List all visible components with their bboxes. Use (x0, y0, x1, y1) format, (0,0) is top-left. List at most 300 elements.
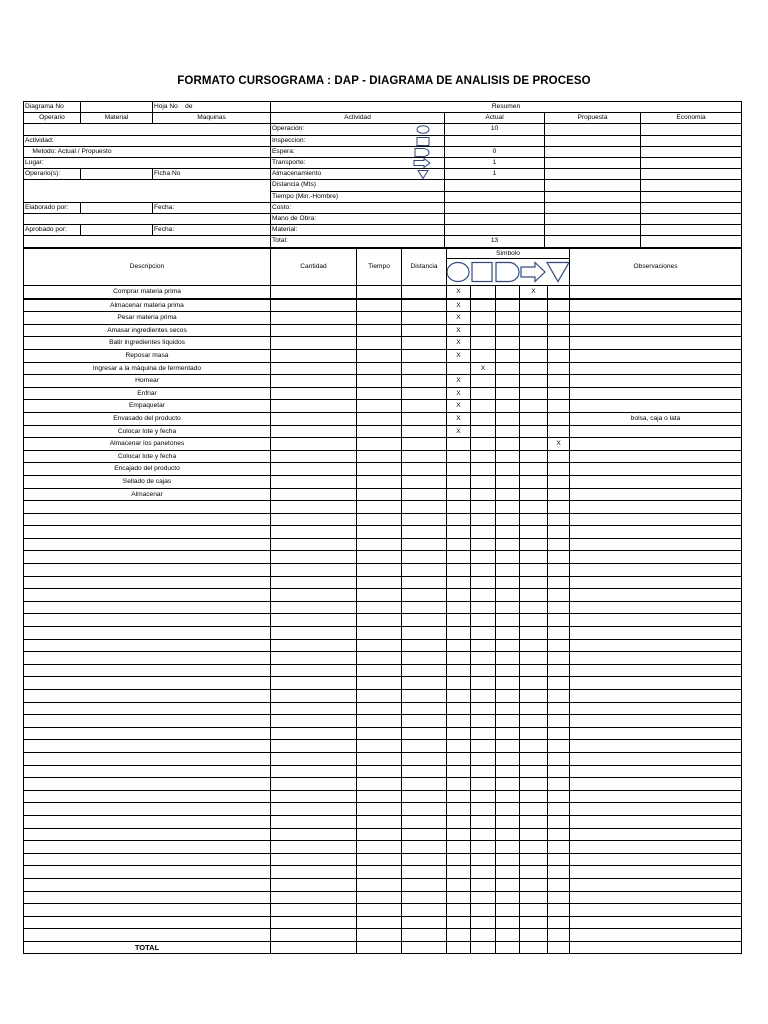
mark-almacenamiento[interactable] (548, 601, 570, 614)
mark-transporte[interactable] (520, 866, 548, 879)
mark-inspeccion[interactable] (471, 601, 496, 614)
row-observaciones[interactable] (570, 752, 742, 765)
mark-operacion[interactable] (447, 488, 471, 501)
row-cantidad[interactable] (271, 664, 357, 677)
mark-espera[interactable] (496, 488, 520, 501)
mark-transporte[interactable] (520, 324, 548, 337)
mark-espera[interactable] (496, 929, 520, 942)
elaborado-value[interactable] (81, 202, 153, 213)
row-description[interactable] (24, 627, 271, 640)
mark-transporte[interactable] (520, 463, 548, 476)
mark-espera[interactable] (496, 526, 520, 539)
row-tiempo[interactable] (357, 702, 402, 715)
row-tiempo[interactable] (357, 299, 402, 312)
mark-espera[interactable] (496, 349, 520, 362)
mark-espera[interactable] (496, 752, 520, 765)
row-observaciones[interactable] (570, 904, 742, 917)
row-tiempo[interactable] (357, 513, 402, 526)
mark-espera[interactable] (496, 576, 520, 589)
row-tiempo[interactable] (357, 501, 402, 514)
row-observaciones[interactable] (570, 551, 742, 564)
mark-transporte[interactable] (520, 362, 548, 375)
mark-inspeccion[interactable] (471, 463, 496, 476)
row-description[interactable] (24, 538, 271, 551)
row-tiempo[interactable] (357, 551, 402, 564)
mark-transporte[interactable] (520, 916, 548, 929)
row-cantidad[interactable] (271, 299, 357, 312)
mark-espera[interactable] (496, 362, 520, 375)
row-tiempo[interactable] (357, 526, 402, 539)
mark-espera[interactable] (496, 690, 520, 703)
mark-inspeccion[interactable] (471, 526, 496, 539)
mark-inspeccion[interactable] (471, 438, 496, 451)
mark-transporte[interactable] (520, 891, 548, 904)
row-tiempo[interactable] (357, 866, 402, 879)
mark-inspeccion[interactable] (471, 375, 496, 388)
row-distancia[interactable] (402, 828, 447, 841)
mark-transporte[interactable] (520, 690, 548, 703)
row-cantidad[interactable] (271, 400, 357, 413)
row-distancia[interactable] (402, 614, 447, 627)
mark-almacenamiento[interactable] (548, 349, 570, 362)
row-distancia[interactable] (402, 727, 447, 740)
row-cantidad[interactable] (271, 677, 357, 690)
mark-transporte[interactable] (520, 450, 548, 463)
row-cantidad[interactable] (271, 853, 357, 866)
mark-almacenamiento[interactable] (548, 866, 570, 879)
hoja-no-cell[interactable]: Hoja No de (153, 102, 271, 113)
mark-espera[interactable] (496, 639, 520, 652)
row-observaciones[interactable] (570, 337, 742, 350)
row-distancia[interactable] (402, 387, 447, 400)
mark-espera[interactable] (496, 438, 520, 451)
row-cantidad[interactable] (271, 551, 357, 564)
mark-transporte[interactable] (520, 614, 548, 627)
row-tiempo[interactable] (357, 740, 402, 753)
row-observaciones[interactable] (570, 765, 742, 778)
row-distancia[interactable] (402, 450, 447, 463)
mark-operacion[interactable]: X (447, 324, 471, 337)
mark-inspeccion[interactable] (471, 904, 496, 917)
row-distancia[interactable] (402, 286, 447, 299)
row-observaciones[interactable] (570, 627, 742, 640)
mark-espera[interactable] (496, 866, 520, 879)
mark-transporte[interactable] (520, 488, 548, 501)
mark-operacion[interactable] (447, 841, 471, 854)
mark-transporte[interactable] (520, 601, 548, 614)
row-description[interactable] (24, 614, 271, 627)
row-observaciones[interactable] (570, 828, 742, 841)
row-distancia[interactable] (402, 425, 447, 438)
mark-inspeccion[interactable] (471, 639, 496, 652)
mark-transporte[interactable] (520, 551, 548, 564)
row-tiempo[interactable] (357, 929, 402, 942)
mark-almacenamiento[interactable] (548, 740, 570, 753)
row-tiempo[interactable] (357, 853, 402, 866)
row-tiempo[interactable] (357, 375, 402, 388)
mark-inspeccion[interactable] (471, 349, 496, 362)
row-observaciones[interactable] (570, 815, 742, 828)
row-observaciones[interactable] (570, 463, 742, 476)
row-description[interactable] (24, 866, 271, 879)
mark-inspeccion[interactable] (471, 677, 496, 690)
row-tiempo[interactable] (357, 778, 402, 791)
mark-espera[interactable] (496, 299, 520, 312)
row-tiempo[interactable] (357, 690, 402, 703)
mark-transporte[interactable] (520, 639, 548, 652)
row-observaciones[interactable] (570, 286, 742, 299)
mark-operacion[interactable] (447, 362, 471, 375)
mark-operacion[interactable] (447, 501, 471, 514)
row-distancia[interactable] (402, 463, 447, 476)
row-cantidad[interactable] (271, 627, 357, 640)
mark-operacion[interactable]: X (447, 387, 471, 400)
row-distancia[interactable] (402, 841, 447, 854)
mark-inspeccion[interactable] (471, 929, 496, 942)
mark-operacion[interactable] (447, 765, 471, 778)
mark-transporte[interactable] (520, 387, 548, 400)
row-tiempo[interactable] (357, 576, 402, 589)
mark-transporte[interactable] (520, 752, 548, 765)
mark-espera[interactable] (496, 324, 520, 337)
row-distancia[interactable] (402, 778, 447, 791)
row-distancia[interactable] (402, 929, 447, 942)
row-cantidad[interactable] (271, 727, 357, 740)
row-observaciones[interactable] (570, 929, 742, 942)
mark-operacion[interactable] (447, 627, 471, 640)
row-tiempo[interactable] (357, 664, 402, 677)
mark-transporte[interactable] (520, 853, 548, 866)
mark-almacenamiento[interactable] (548, 463, 570, 476)
mark-espera[interactable] (496, 664, 520, 677)
mark-almacenamiento[interactable] (548, 362, 570, 375)
row-tiempo[interactable] (357, 765, 402, 778)
row-observaciones[interactable] (570, 299, 742, 312)
row-distancia[interactable] (402, 337, 447, 350)
row-cantidad[interactable] (271, 337, 357, 350)
mark-transporte[interactable] (520, 576, 548, 589)
row-observaciones[interactable] (570, 702, 742, 715)
row-cantidad[interactable] (271, 866, 357, 879)
mark-inspeccion[interactable] (471, 412, 496, 425)
row-observaciones[interactable] (570, 349, 742, 362)
mark-almacenamiento[interactable] (548, 828, 570, 841)
mark-almacenamiento[interactable] (548, 576, 570, 589)
row-distancia[interactable] (402, 601, 447, 614)
row-tiempo[interactable] (357, 652, 402, 665)
row-description[interactable] (24, 576, 271, 589)
row-cantidad[interactable] (271, 438, 357, 451)
row-description[interactable] (24, 715, 271, 728)
row-tiempo[interactable] (357, 715, 402, 728)
mark-inspeccion[interactable] (471, 513, 496, 526)
row-cantidad[interactable] (271, 614, 357, 627)
mark-almacenamiento[interactable] (548, 702, 570, 715)
mark-espera[interactable] (496, 312, 520, 325)
mark-almacenamiento[interactable] (548, 916, 570, 929)
mark-transporte[interactable] (520, 375, 548, 388)
mark-inspeccion[interactable] (471, 664, 496, 677)
row-observaciones[interactable] (570, 312, 742, 325)
mark-inspeccion[interactable] (471, 715, 496, 728)
mark-almacenamiento[interactable] (548, 299, 570, 312)
row-distancia[interactable] (402, 513, 447, 526)
mark-espera[interactable] (496, 853, 520, 866)
row-cantidad[interactable] (271, 312, 357, 325)
mark-operacion[interactable] (447, 929, 471, 942)
mark-almacenamiento[interactable] (548, 564, 570, 577)
row-cantidad[interactable] (271, 450, 357, 463)
row-cantidad[interactable] (271, 715, 357, 728)
row-tiempo[interactable] (357, 564, 402, 577)
row-cantidad[interactable] (271, 841, 357, 854)
row-description[interactable] (24, 501, 271, 514)
mark-almacenamiento[interactable] (548, 929, 570, 942)
mark-inspeccion[interactable] (471, 803, 496, 816)
mark-operacion[interactable] (447, 576, 471, 589)
row-tiempo[interactable] (357, 803, 402, 816)
row-distancia[interactable] (402, 488, 447, 501)
mark-almacenamiento[interactable] (548, 853, 570, 866)
row-cantidad[interactable] (271, 904, 357, 917)
row-observaciones[interactable] (570, 400, 742, 413)
mark-transporte[interactable] (520, 589, 548, 602)
row-description[interactable] (24, 564, 271, 577)
mark-espera[interactable] (496, 815, 520, 828)
mark-espera[interactable] (496, 828, 520, 841)
row-cantidad[interactable] (271, 639, 357, 652)
row-description[interactable] (24, 841, 271, 854)
mark-operacion[interactable] (447, 551, 471, 564)
mark-transporte[interactable] (520, 349, 548, 362)
mark-transporte[interactable] (520, 438, 548, 451)
mark-operacion[interactable] (447, 526, 471, 539)
mark-almacenamiento[interactable] (548, 652, 570, 665)
mark-espera[interactable] (496, 387, 520, 400)
mark-espera[interactable] (496, 564, 520, 577)
mark-operacion[interactable] (447, 853, 471, 866)
mark-espera[interactable] (496, 513, 520, 526)
row-cantidad[interactable] (271, 286, 357, 299)
row-cantidad[interactable] (271, 828, 357, 841)
row-observaciones[interactable] (570, 778, 742, 791)
mark-espera[interactable] (496, 412, 520, 425)
row-observaciones[interactable] (570, 866, 742, 879)
row-tiempo[interactable] (357, 916, 402, 929)
mark-transporte[interactable] (520, 878, 548, 891)
row-description[interactable] (24, 639, 271, 652)
mark-almacenamiento[interactable] (548, 375, 570, 388)
row-observaciones[interactable] (570, 853, 742, 866)
mark-espera[interactable] (496, 878, 520, 891)
mark-inspeccion[interactable] (471, 576, 496, 589)
row-cantidad[interactable] (271, 815, 357, 828)
mark-operacion[interactable]: X (447, 312, 471, 325)
row-description[interactable] (24, 790, 271, 803)
mark-inspeccion[interactable] (471, 286, 496, 299)
row-distancia[interactable] (402, 589, 447, 602)
mark-operacion[interactable] (447, 904, 471, 917)
row-distancia[interactable] (402, 740, 447, 753)
mark-espera[interactable] (496, 614, 520, 627)
mark-transporte[interactable] (520, 740, 548, 753)
mark-almacenamiento[interactable] (548, 589, 570, 602)
row-distancia[interactable] (402, 702, 447, 715)
mark-inspeccion[interactable] (471, 564, 496, 577)
mark-espera[interactable] (496, 589, 520, 602)
row-cantidad[interactable] (271, 324, 357, 337)
row-observaciones[interactable] (570, 715, 742, 728)
row-tiempo[interactable] (357, 387, 402, 400)
mark-operacion[interactable] (447, 916, 471, 929)
mark-almacenamiento[interactable] (548, 752, 570, 765)
mark-almacenamiento[interactable]: X (548, 438, 570, 451)
mark-operacion[interactable] (447, 828, 471, 841)
row-observaciones[interactable] (570, 652, 742, 665)
mark-espera[interactable] (496, 727, 520, 740)
row-tiempo[interactable] (357, 438, 402, 451)
row-observaciones[interactable] (570, 526, 742, 539)
row-cantidad[interactable] (271, 690, 357, 703)
mark-inspeccion[interactable]: X (471, 362, 496, 375)
row-description[interactable] (24, 652, 271, 665)
row-cantidad[interactable] (271, 564, 357, 577)
row-cantidad[interactable] (271, 412, 357, 425)
mark-operacion[interactable] (447, 715, 471, 728)
mark-transporte[interactable] (520, 513, 548, 526)
mark-transporte[interactable]: X (520, 286, 548, 299)
row-distancia[interactable] (402, 412, 447, 425)
mark-transporte[interactable] (520, 299, 548, 312)
mark-inspeccion[interactable] (471, 866, 496, 879)
diagrama-no-value[interactable] (81, 102, 153, 113)
mark-transporte[interactable] (520, 652, 548, 665)
row-description[interactable] (24, 601, 271, 614)
row-observaciones[interactable] (570, 450, 742, 463)
mark-inspeccion[interactable] (471, 765, 496, 778)
mark-operacion[interactable]: X (447, 349, 471, 362)
mark-operacion[interactable] (447, 690, 471, 703)
mark-inspeccion[interactable] (471, 475, 496, 488)
mark-operacion[interactable] (447, 677, 471, 690)
mark-operacion[interactable]: X (447, 425, 471, 438)
mark-operacion[interactable] (447, 790, 471, 803)
mark-almacenamiento[interactable] (548, 551, 570, 564)
row-cantidad[interactable] (271, 576, 357, 589)
mark-operacion[interactable]: X (447, 286, 471, 299)
row-description[interactable] (24, 727, 271, 740)
mark-transporte[interactable] (520, 475, 548, 488)
row-tiempo[interactable] (357, 450, 402, 463)
row-distancia[interactable] (402, 576, 447, 589)
mark-operacion[interactable] (447, 778, 471, 791)
row-distancia[interactable] (402, 639, 447, 652)
row-distancia[interactable] (402, 400, 447, 413)
mark-inspeccion[interactable] (471, 299, 496, 312)
row-cantidad[interactable] (271, 652, 357, 665)
row-cantidad[interactable] (271, 916, 357, 929)
mark-espera[interactable] (496, 765, 520, 778)
mark-espera[interactable] (496, 475, 520, 488)
mark-espera[interactable] (496, 715, 520, 728)
row-cantidad[interactable] (271, 463, 357, 476)
mark-almacenamiento[interactable] (548, 778, 570, 791)
mark-operacion[interactable]: X (447, 375, 471, 388)
row-tiempo[interactable] (357, 538, 402, 551)
row-distancia[interactable] (402, 551, 447, 564)
mark-transporte[interactable] (520, 715, 548, 728)
row-cantidad[interactable] (271, 375, 357, 388)
mark-almacenamiento[interactable] (548, 803, 570, 816)
mark-almacenamiento[interactable] (548, 765, 570, 778)
row-description[interactable] (24, 778, 271, 791)
mark-almacenamiento[interactable] (548, 790, 570, 803)
row-description[interactable] (24, 828, 271, 841)
row-distancia[interactable] (402, 916, 447, 929)
mark-inspeccion[interactable] (471, 627, 496, 640)
row-distancia[interactable] (402, 324, 447, 337)
row-distancia[interactable] (402, 904, 447, 917)
mark-inspeccion[interactable] (471, 853, 496, 866)
mark-transporte[interactable] (520, 904, 548, 917)
mark-inspeccion[interactable] (471, 916, 496, 929)
mark-operacion[interactable] (447, 664, 471, 677)
mark-inspeccion[interactable] (471, 589, 496, 602)
mark-almacenamiento[interactable] (548, 690, 570, 703)
row-distancia[interactable] (402, 803, 447, 816)
row-description[interactable] (24, 752, 271, 765)
mark-inspeccion[interactable] (471, 828, 496, 841)
row-cantidad[interactable] (271, 878, 357, 891)
mark-inspeccion[interactable] (471, 501, 496, 514)
mark-inspeccion[interactable] (471, 841, 496, 854)
mark-inspeccion[interactable] (471, 702, 496, 715)
row-observaciones[interactable] (570, 425, 742, 438)
mark-transporte[interactable] (520, 526, 548, 539)
mark-almacenamiento[interactable] (548, 538, 570, 551)
mark-espera[interactable] (496, 337, 520, 350)
mark-operacion[interactable] (447, 639, 471, 652)
row-tiempo[interactable] (357, 286, 402, 299)
mark-espera[interactable] (496, 286, 520, 299)
row-tiempo[interactable] (357, 589, 402, 602)
row-tiempo[interactable] (357, 677, 402, 690)
row-cantidad[interactable] (271, 752, 357, 765)
row-observaciones[interactable] (570, 564, 742, 577)
row-tiempo[interactable] (357, 727, 402, 740)
mark-operacion[interactable] (447, 891, 471, 904)
row-cantidad[interactable] (271, 526, 357, 539)
row-observaciones[interactable] (570, 878, 742, 891)
mark-almacenamiento[interactable] (548, 425, 570, 438)
operarios-value[interactable] (81, 169, 153, 180)
row-observaciones[interactable] (570, 438, 742, 451)
mark-almacenamiento[interactable] (548, 841, 570, 854)
row-cantidad[interactable] (271, 765, 357, 778)
mark-operacion[interactable] (447, 652, 471, 665)
mark-operacion[interactable] (447, 866, 471, 879)
mark-inspeccion[interactable] (471, 387, 496, 400)
row-cantidad[interactable] (271, 702, 357, 715)
mark-transporte[interactable] (520, 425, 548, 438)
row-observaciones[interactable] (570, 601, 742, 614)
row-observaciones[interactable] (570, 538, 742, 551)
mark-almacenamiento[interactable] (548, 387, 570, 400)
mark-espera[interactable] (496, 891, 520, 904)
mark-inspeccion[interactable] (471, 488, 496, 501)
row-observaciones[interactable] (570, 727, 742, 740)
row-tiempo[interactable] (357, 639, 402, 652)
